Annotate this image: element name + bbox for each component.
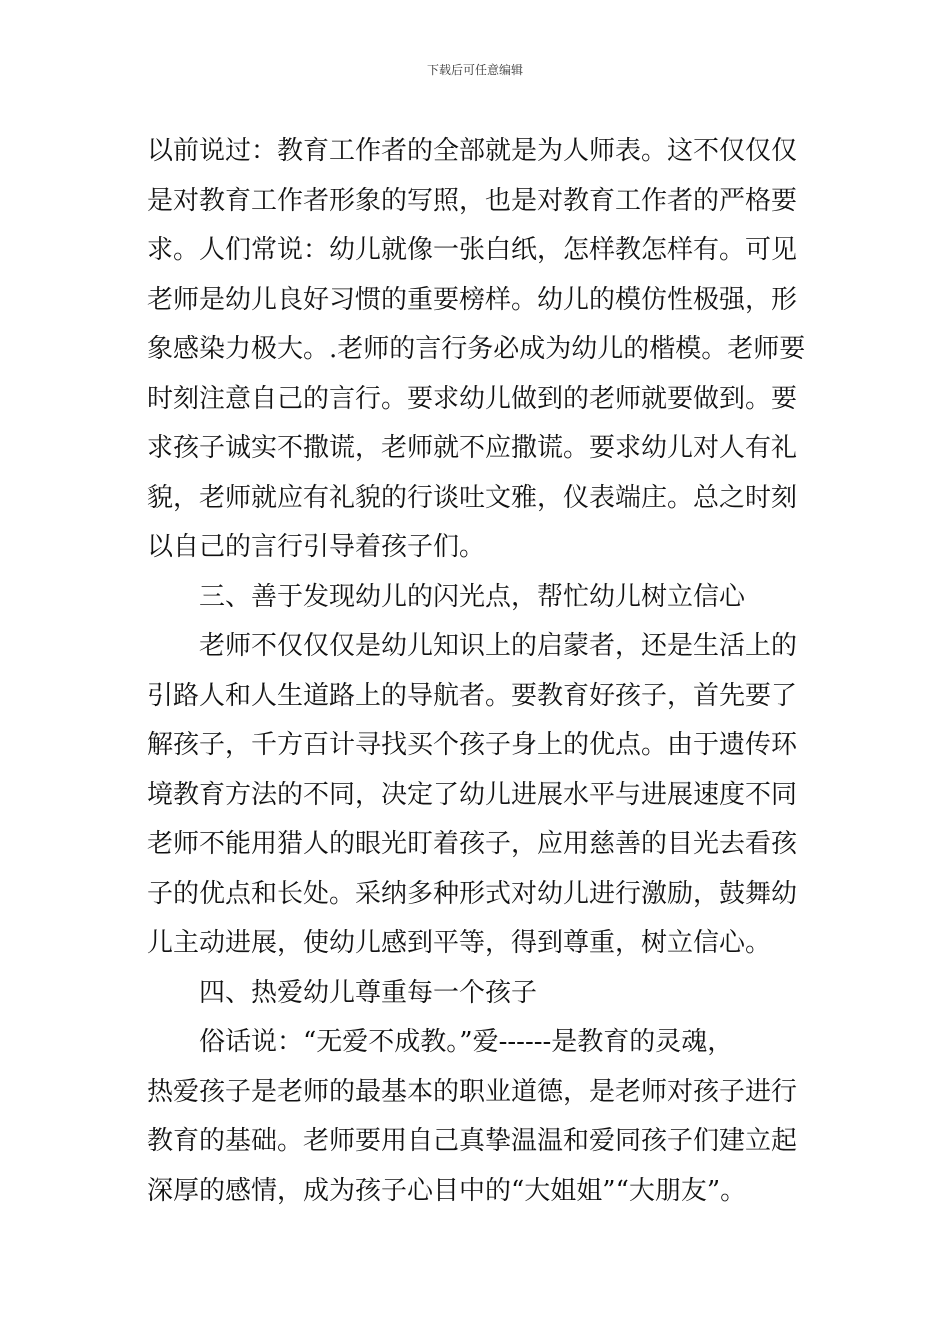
text-line: 以自己的言行引导着孩子们。 xyxy=(147,532,486,562)
text-line: 热爱孩子是老师的最基本的职业道德，是老师对孩子进行 xyxy=(147,1076,798,1107)
text-line: 俗话说：“无爱不成教。”爱------是教育的灵魂， xyxy=(199,1027,734,1057)
text-line: 引路人和人生道路上的导航者。要教育好孩子，首先要了 xyxy=(147,680,798,711)
text-line: 时刻注意自己的言行。要求幼儿做到的老师就要做到。要 xyxy=(147,383,798,414)
section-heading: 四、热爱幼儿尊重每一个孩子 xyxy=(199,977,538,1008)
text-line: 求。人们常说：幼儿就像一张白纸，怎样教怎样有。可见 xyxy=(147,235,798,265)
text-line: 教育的基础。老师要用自己真挚温温和爱同孩子们建立起 xyxy=(147,1126,798,1156)
text-line: 象感染力极大。.老师的言行务必成为幼儿的楷模。老师要 xyxy=(147,334,806,364)
text-line: 儿主动进展，使幼儿感到平等，得到尊重，树立信心。 xyxy=(147,928,772,958)
text-line: 境教育方法的不同，决定了幼儿进展水平与进展速度不同 xyxy=(147,779,798,810)
text-line: 老师不仅仅仅是幼儿知识上的启蒙者，还是生活上的 xyxy=(199,631,798,661)
text-line: 以前说过：教育工作者的全部就是为人师表。这不仅仅仅 xyxy=(147,136,798,166)
document-body xyxy=(147,127,807,1216)
section-heading: 三、善于发现幼儿的闪光点，帮忙幼儿树立信心 xyxy=(199,581,746,612)
page-header: 下载后可任意编辑 xyxy=(426,63,523,77)
text-line: 深厚的感情，成为孩子心目中的“大姐姐”“大朋友”。 xyxy=(147,1175,747,1206)
text-line: 老师不能用猎人的眼光盯着孩子，应用慈善的目光去看孩 xyxy=(147,829,798,859)
text-line: 解孩子，千方百计寻找买个孩子身上的优点。由于遗传环 xyxy=(147,730,798,760)
text-line: 老师是幼儿良好习惯的重要榜样。幼儿的模仿性极强，形 xyxy=(147,284,798,315)
text-line: 子的优点和长处。采纳多种形式对幼儿进行激励，鼓舞幼 xyxy=(147,878,798,909)
text-line: 是对教育工作者形象的写照，也是对教育工作者的严格要 xyxy=(147,185,798,216)
text-line: 貌，老师就应有礼貌的行谈吐文雅，仪表端庄。总之时刻 xyxy=(147,482,798,513)
text-line: 求孩子诚实不撒谎，老师就不应撒谎。要求幼儿对人有礼 xyxy=(147,433,798,463)
